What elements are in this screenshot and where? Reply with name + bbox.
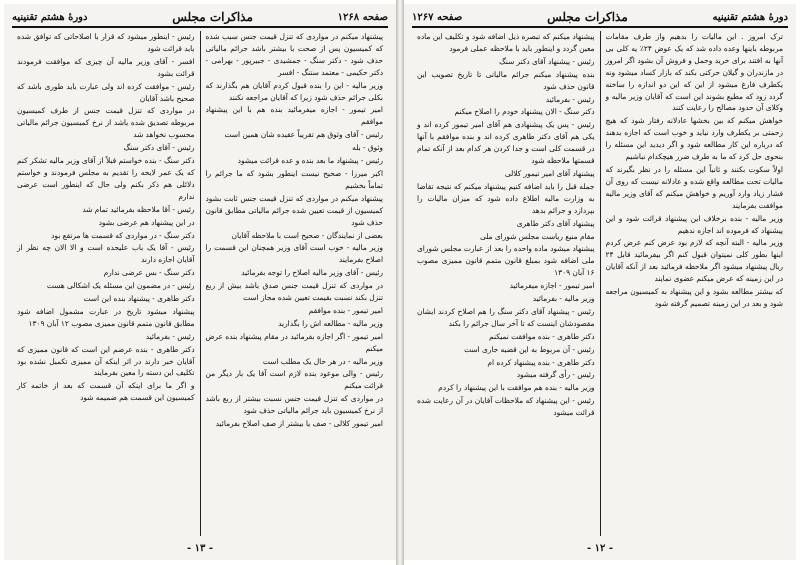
left-page-header [12, 8, 388, 28]
paragraph: پیشنهاد میشود تاریخ در عبارت مشمول اضافه شود مطابق قانون متمم قانون ممیزی مصوب ۱۲ آبان ۱۳۰۹ [17, 306, 195, 328]
paragraph: دکتر طاهری - بنده عرضم این است که قانون ممیزی که آقایان خبر دارند در اثر اینکه آن ممیزی تکمیل نشده بود تکلیف این دسته را معین بفرمایند [17, 344, 195, 378]
paragraph: رئیس - آقا یک باب علیحده است و الا الان چه نظر از آقایان اجازه دارند [17, 243, 195, 265]
paragraph: دکتر سنگ - الان پیشنهاد خودم را اصلاح میکنم [454, 107, 595, 117]
paragraph: امیر تیمور - اجازه میفرمائید بنده هم با این پیشنهاد موافقم [205, 105, 383, 127]
paragraph: رئیس - آقا ملاحظه بفرمائید تمام شد [82, 204, 195, 214]
paragraph: دکتر طاهری - بنده موافقت نمیکنم [489, 331, 595, 341]
paragraph: مقام منیع ریاست مجلس شورای ملی [479, 231, 595, 241]
paragraph: رئیس - پیشنهاد آقای دکتر سنگ [499, 56, 595, 66]
paragraph: وزیر مالیه - بنده هم موافقت با این پیشنهاد را کردم [438, 383, 595, 393]
paragraph: رئیس - والی موعود بنده لازم است آقا یک بار دیگر من قرائت میکنم [205, 369, 383, 391]
paragraph: پیشنهاد آقای امیر تیمور کلالی [504, 168, 595, 178]
paragraph: رئیس - اینطور میشود که قرار با اصلاحاتی که توافق شده باید قرائت شود [17, 32, 195, 53]
paragraph: بعضی از نمایندگان - صحیح است با ملاحظه آقایان [231, 230, 383, 240]
paragraph: وزیر مالیه - البته آنچه که لازم بود عرض کنم عرض کردم اینها بطور کلی نمیتوان قبول کنم اگر بیفرمائید قابل ۲۴ ریال پیشنهاد میشود اگر ملاحظه فرمائید بعد از آنکه آقایان در این زمینه که عرض میکنم عضوی نمایند [605, 238, 783, 284]
left-page-left-column [12, 31, 200, 536]
paragraph: خواهش میکنم که بین بخشها عادلانه رفتار شود که هیچ زحمتی بر یکطرف وارد نیاید و خوب است که اجازه بدهند که درباره این کار مطالعه شود و اگر دیدید این مسئله را بنحوی حل کرد که ما به طرف ضرر هیچکدام نباشیم [605, 116, 783, 162]
left-page-number-label: صفحه ۱۲۶۸ [337, 11, 388, 23]
paragraph: افسر - آقای وزیر مالیه آن چیزی که موافقت فرمودند قرائت بشود [17, 56, 195, 78]
paragraph: پیشنهاد میکنم که تبصره ذیل اضافه شود و تکلیف این ماده معین گردد و اینطور باید با ملاحظه عملی فرمود [417, 32, 595, 53]
paragraph: در این پیشنهاد هم عرضی بشود [98, 217, 195, 227]
paragraph: دکتر سنگ - بنده خواستم قبلاً از آقای وزیر مالیه تشکر کنم که یک عمر لایحه را تقدیم به مجلس فرمودند و خواستم دلائلی هم ذکر بکنم ولی حال که اینطور است عرضی ندارم [17, 156, 195, 201]
paragraph: پیشنهاد میشود ماده واحده را بعد از عبارت مجلس شورای ملی اضافه شود بمبلغ قانون متمم قانون ممیزی مصوب ۱۶ آبان ۱۳۰۹ [417, 244, 595, 278]
book-gutter [396, 0, 404, 565]
left-page-footer: - ۱۳ - [186, 543, 213, 554]
paragraph: دکتر سنگ - در مواردی که قسمت ها مرتفع بود [51, 230, 195, 240]
paragraph: پیشنهاد میکنم در مواردی که تنزل قیمت جنس ثابت بشود کمیسیون از قیمت تعیین شده جرائم مالیاتی مطابق قانون حذف شود [205, 193, 383, 227]
paragraph: امیر تیمور - بنده موافقم [308, 305, 383, 315]
paragraph: امیر تیمور - اجازه میفرمائید [509, 281, 595, 291]
paragraph: رئیس - آقای وثوق هم تقریباً عقیده شان همین است [224, 130, 383, 140]
left-page-session: دورهٔ هشتم تقنینیه [12, 11, 88, 23]
right-page-footer: - ۱۲ - [586, 543, 613, 554]
paragraph: وزیر مالیه - بفرمائید [532, 294, 595, 304]
right-page-columns [412, 31, 788, 536]
paragraph: که بیشتر مطالعه بشود و این پیشنهاد به کمیسیون مراجعه شود و بعد در این زمینه تصمیم گرفته شود [605, 287, 783, 308]
paragraph: وزیر مالیه - در هر حال یک مطلب است [262, 356, 383, 366]
paragraph: و اگر ما برای اینکه آن قسمت که بعد از خاتمه کار کمیسیون این قسمت هم ضمیمه شود [17, 381, 195, 403]
paragraph: رئیس - در مضمون این مسئله یک اشکالی هست [46, 281, 195, 291]
paragraph: وزیر مالیه - بنده برخلاف این پیشنهاد قرائت شود و این پیشنهاد که فرموده اند اجازه ندهیم [605, 213, 783, 235]
paragraph: رئیس - بفرمائید [545, 94, 595, 104]
paragraph: ترک امروز . این مالیات را بدهیم واز طرف مقامات مربوطه باینها وعده داده شد که یک عوض ۲۴٪ یه کلی بی آنها به افتند برای خرید وحمل و فروش آن بشود اگر امروز در مازندران و گیلان حرکتی بکند که بازار کساد میشود ونه یکطرف فارغ میشود از این که این دو اندازه را ساخته گردد زود که مطیع بشوند این است که آقایان وزیر مالیه و وکلای آن حدود مصالح را رعایت کنند [605, 32, 783, 113]
right-page [404, 4, 796, 560]
paragraph: رئیس - موافقت کرده اند ولی عبارت باید طوری باشد که صحیح باشد آقایان [17, 81, 195, 103]
right-page-session: دورهٔ هشتم تقنینیه [712, 11, 788, 23]
left-page-right-column [201, 31, 389, 536]
paragraph: پیشنهاد میکنم در مواردی که تنزل قیمت جنس سبب شده که کمیسیون پس از صحت با بیشتر باشد جرائم مالیاتی حذف شود - دکتر سنگ - جمشیدی - جبیرپور - بهرامی - دکتر حکیمی - معتمد ستنگ - افسر [205, 32, 383, 77]
right-page-left-column [412, 31, 600, 536]
left-page-title: مذاکرات مجلس [172, 10, 253, 24]
paragraph: رئیس - پس یک پیشنهادی هم آقای امیر تیمور کرده اند و یکی هم آقای دکتر طاهری کرده اند و بنده موافقم با آنها در قسمت کلی است و جدا کردن هر کدام بعد از آنکه تمام قسمتها ملاحظه شود [417, 120, 595, 166]
paragraph: وزیر مالیه - این را بنده قبول کردم آقایان هم بگذارند که بکلی جرائم حذف شود زیرا که آقایان مراجعه نکنند [205, 80, 383, 102]
paragraph: امیر تیمور - اگر اجازه بفرمائید در مقام پیشنهاد بنده عرض میکنم [205, 331, 383, 353]
paragraph: رئیس - این پیشنهاد که ملاحظات آقایان در آن رعایت شده قرائت میشود [417, 396, 595, 418]
paragraph: در مواردی که تنزل قیمت جنس نسبت بیشتر از ربع باشد از نرخ کمیسیون باید جرائم مالیاتی حذف شود [205, 394, 383, 416]
paragraph: رئیس - رأی گرفته میشود [516, 370, 595, 380]
paragraph: وزیر مالیه - خوب است آقای وزیر همچنان این قسمت را اصلاح بفرمایند [205, 243, 383, 265]
paragraph: رئیس - بفرمائید [145, 331, 195, 341]
paragraph: پیشنهاد آقای دکتر طاهری [516, 218, 595, 228]
right-page-number-label: صفحه ۱۲۶۷ [412, 11, 463, 23]
left-page-columns [12, 31, 388, 536]
right-page-right-column [601, 31, 789, 536]
paragraph: رئیس - پیشنهاد ما بعد بنده و عده قرائت میشود [237, 156, 383, 166]
paragraph: در مواردی که تنزل قیمت جنس صدق باشد بیش از ربع تنزل بکند نسبت بقیمت تعیین شده مجاز است [205, 281, 383, 303]
paragraph: اولاً سکوت بکنند و ثانیاً این مسئله را در نظر بگیرند که مالیات تحت مطالعه واقع شده و عادلانه نیست که روی آن فشار زیاد وارد آوریم و خواهش میکنم که آقای وزیر مالیه موافقت بفرمایند [605, 164, 783, 210]
paragraph: دکتر طاهری - بنده پیشنهاد کرده ام [487, 357, 595, 367]
paragraph: رئیس - پیشنهاد آقای دکتر سنگ را هم اصلاح کردند ایشان مقصودشان اینست که تا آخر سال جرائم را بکند [417, 306, 595, 328]
paragraph: در مواردی که تنزل قیمت جنس از طرف کمیسیون مربوطه تصدیق شده باشد از نرخ کمیسیون جرائم مالیاتی محسوب نخواهد شد [17, 106, 195, 140]
left-page [4, 4, 396, 560]
paragraph: دکتر سنگ - بس عرضی ندارم [103, 268, 195, 278]
paragraph: وثوق - بله [352, 143, 383, 153]
paragraph: بنده پیشنهاد میکنم جرائم مالیاتی تا تاریخ تصویب این قانون حذف شود [417, 69, 595, 91]
paragraph: جمله قبل را باید اضافه کنیم پیشنهاد میکنم که نتیجه تقاضا به وزارت مالیه اطلاع داده شود که میزان مالیات را بپردازد و جرائم بدهد [417, 181, 595, 215]
paragraph: رئیس - آقای وزیر مالیه اصلاح را توجه بفرمائید [241, 268, 383, 278]
paragraph: امیر تیمور کلالی - صف یا بیشتر از صف اصلاح بفرمائید [215, 419, 383, 429]
right-page-header [412, 8, 788, 28]
paragraph: دکتر طاهری - پیشنهاد بنده این است [83, 294, 195, 304]
right-page-title: مذاکرات مجلس [547, 10, 628, 24]
paragraph: وزیر مالیه - مطالعه اش را بگذارید [278, 318, 383, 328]
paragraph: اکبر میرزا - صحیح نیست اینطور بشود که ما جرائم را تماماً بخشیم [205, 168, 383, 190]
paragraph: رئیس - آقای دکتر سنگ [123, 143, 195, 153]
paragraph: رئیس - آن مربوط به این قضیه جاری است [464, 344, 595, 354]
